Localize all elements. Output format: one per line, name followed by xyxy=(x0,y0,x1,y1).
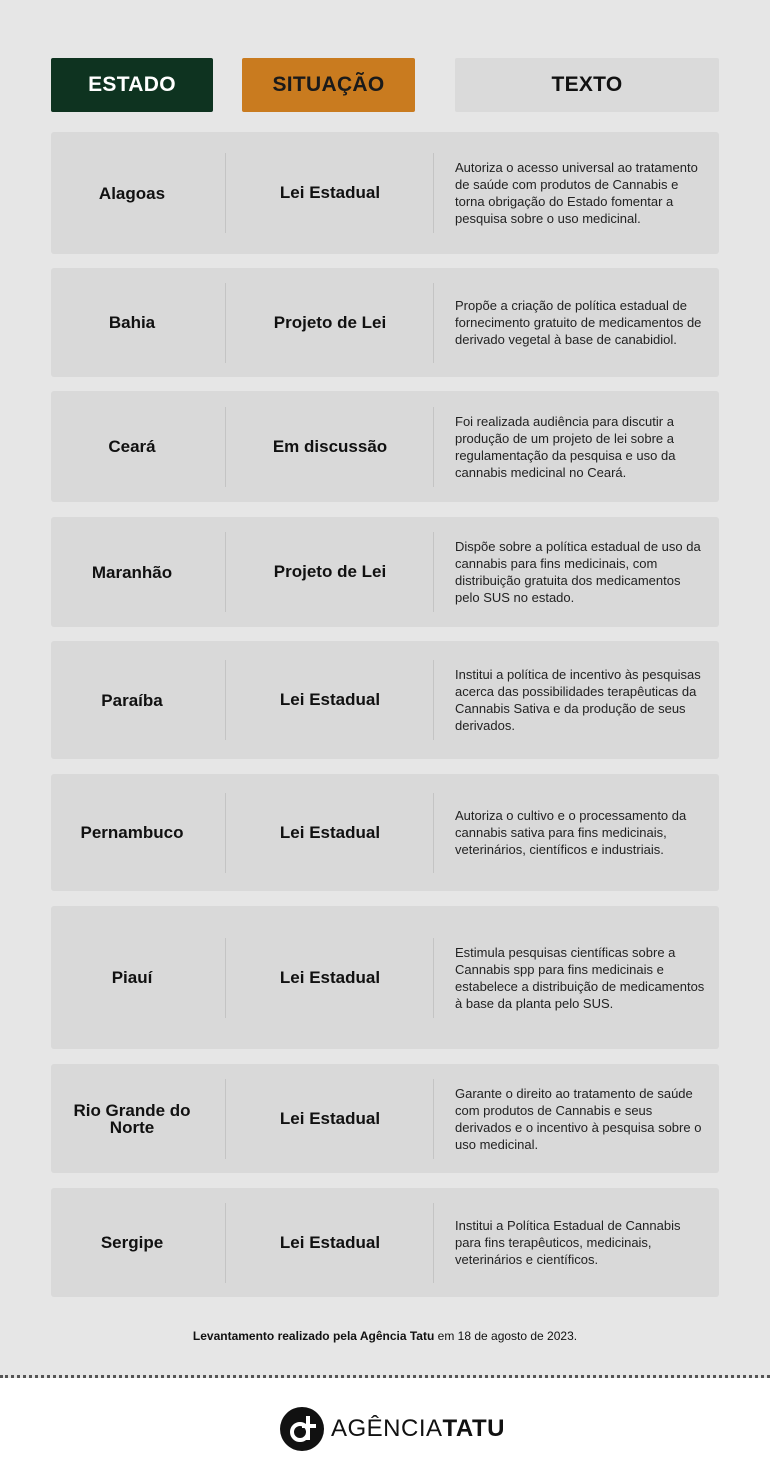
table-header xyxy=(51,58,719,112)
row-situacao: Lei Estadual xyxy=(279,690,381,709)
table-row xyxy=(51,906,719,1049)
row-situacao: Lei Estadual xyxy=(279,183,381,202)
table-row xyxy=(51,774,719,891)
table-row xyxy=(51,132,719,254)
column-divider xyxy=(433,153,434,233)
row-situacao: Lei Estadual xyxy=(279,1108,381,1128)
column-divider xyxy=(433,793,434,873)
header-situacao: SITUAÇÃO xyxy=(242,58,415,112)
row-texto: Institui a Política Estadual de Cannabis para fins terapêuticos, medicinais, veterinários e científicos. xyxy=(455,1218,681,1267)
table-row xyxy=(51,641,719,759)
row-estado: Rio Grande do Norte xyxy=(73,1100,191,1137)
column-divider xyxy=(433,1203,434,1283)
row-situacao: Projeto de Lei xyxy=(273,312,387,332)
table-row xyxy=(51,1188,719,1297)
column-divider xyxy=(433,660,434,740)
header-estado: ESTADO xyxy=(51,58,213,112)
footer xyxy=(0,1378,770,1473)
column-divider xyxy=(433,532,434,612)
row-estado: Pernambuco xyxy=(80,823,184,842)
row-situacao: Lei Estadual xyxy=(279,1232,381,1252)
row-texto: Autoriza o acesso universal ao tratamento de saúde com produtos de Cannabis e torna obrigação do Estado fomentar a pesquisa sobre o uso medicinal. xyxy=(455,160,698,226)
row-texto: Autoriza o cultivo e o processamento da cannabis sativa para fins medicinais, veterinários, científicos e industriais. xyxy=(455,808,687,857)
row-texto: Garante o direito ao tratamento de saúde com produtos de Cannabis e seus derivados e o incentivo à pesquisa sobre o uso medicinal. xyxy=(455,1085,702,1152)
logo-word-tatu: TATU xyxy=(442,1415,505,1442)
column-divider xyxy=(433,1079,434,1159)
agencia-tatu-logo-icon xyxy=(280,1407,324,1451)
row-estado: Piauí xyxy=(111,968,153,987)
column-divider xyxy=(433,283,434,363)
logo-word-agencia: AGÊNCIA xyxy=(331,1415,443,1442)
row-estado: Ceará xyxy=(108,437,156,456)
table-row xyxy=(51,517,719,627)
row-estado: Maranhão xyxy=(91,562,173,582)
footnote-date: em 18 de agosto de 2023. xyxy=(434,1329,578,1343)
row-estado: Paraíba xyxy=(101,690,163,710)
row-estado: Alagoas xyxy=(98,183,166,203)
logo-wordmark xyxy=(331,1415,505,1443)
column-divider xyxy=(433,938,434,1018)
table-row xyxy=(51,391,719,502)
row-texto: Dispõe sobre a política estadual de uso da cannabis para fins medicinais, com distribuição gratuita dos medicamentos pelo SUS no estado. xyxy=(455,539,701,605)
agencia-tatu-logo xyxy=(280,1407,505,1451)
row-texto: Foi realizada audiência para discutir a produção de um projeto de lei sobre a regulamentação da pesquisa e uso da cannabis medicinal no Ceará. xyxy=(455,413,676,480)
row-texto: Estimula pesquisas científicas sobre a Cannabis spp para fins medicinais e estabelece a distribuição de medicamentos à base da planta pelo SUS. xyxy=(455,944,705,1011)
header-texto: TEXTO xyxy=(455,58,719,112)
row-estado: Sergipe xyxy=(100,1233,164,1252)
row-texto: Propõe a criação de política estadual de fornecimento gratuito de medicamentos de derivado vegetal à base de canabidiol. xyxy=(455,298,702,347)
row-situacao: Lei Estadual xyxy=(279,967,381,987)
column-divider xyxy=(433,407,434,487)
footnote-source: Levantamento realizado pela Agência Tatu xyxy=(192,1329,435,1343)
row-situacao: Em discussão xyxy=(272,436,388,456)
row-situacao: Projeto de Lei xyxy=(273,562,387,581)
table-row xyxy=(51,1064,719,1173)
row-estado: Bahia xyxy=(108,313,156,332)
row-texto: Institui a política de incentivo às pesquisas acerca das possibilidades terapêuticas da Cannabis Sativa e da produção de seus derivados. xyxy=(455,667,701,733)
row-situacao: Lei Estadual xyxy=(279,822,381,842)
source-footnote xyxy=(0,1329,770,1343)
table-row xyxy=(51,268,719,377)
